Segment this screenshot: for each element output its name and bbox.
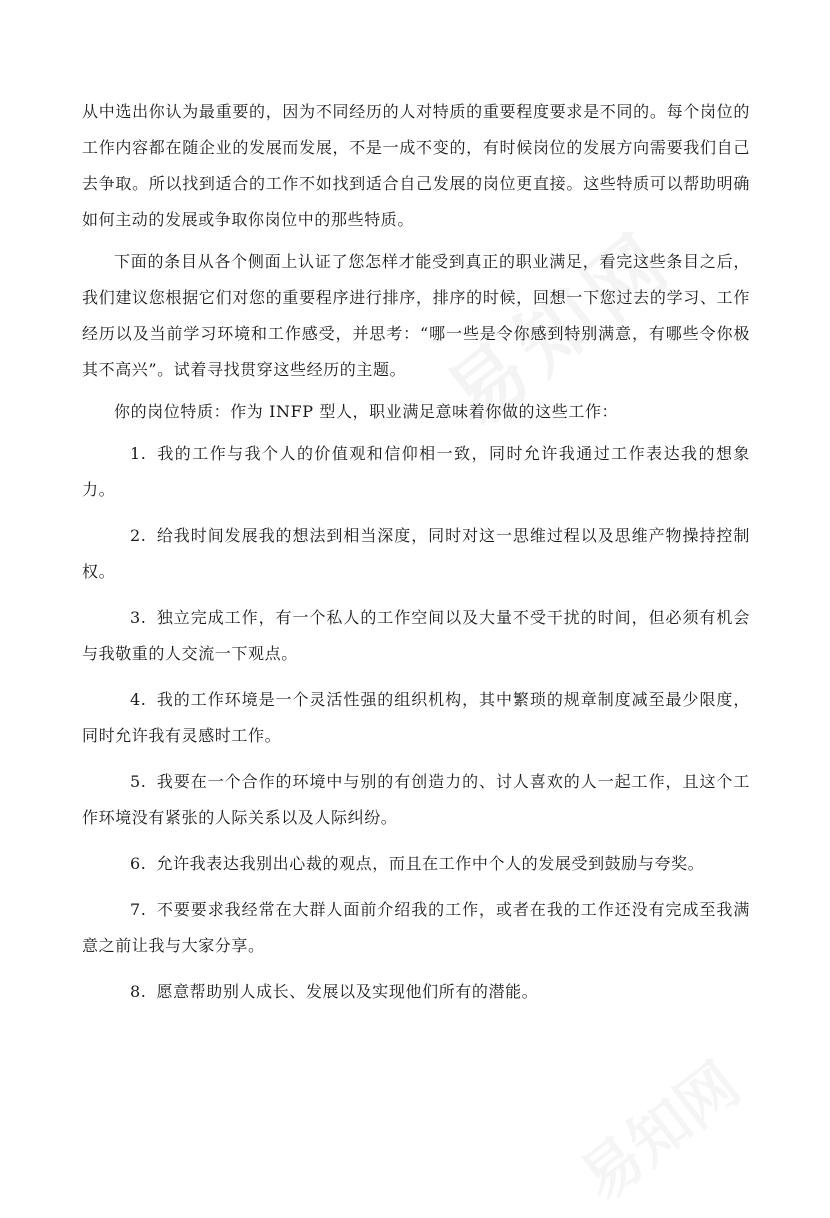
list-item-text: 我的工作环境是一个灵活性强的组织机构，其中繁琐的规章制度减至最少限度，同时允许我有灵感时工作。	[82, 690, 750, 745]
list-item-text: 不要要求我经常在大群人面前介绍我的工作，或者在我的工作还没有完成至我满意之前让我与大家分享。	[82, 900, 750, 955]
list-item-7	[82, 892, 750, 964]
watermark-bottom	[560, 1039, 755, 1218]
list-item-text: 我的工作与我个人的价值观和信仰相一致，同时允许我通过工作表达我的想象力。	[82, 444, 750, 499]
document-body	[82, 94, 750, 1020]
list-item-3	[82, 600, 750, 672]
list-item-number: 1.	[130, 444, 147, 463]
list-item-text: 我要在一个合作的环境中与别的有创造力的、讨人喜欢的人一起工作，且这个工作环境没有紧张的人际关系以及人际纠纷。	[82, 772, 750, 827]
list-item-number: 5.	[130, 772, 147, 791]
list-item-2	[82, 518, 750, 590]
paragraph-intro: 从中选出你认为最重要的，因为不同经历的人对特质的重要程度要求是不同的。每个岗位的工作内容都在随企业的发展而发展，不是一成不变的，有时候岗位的发展方向需要我们自己去争取。所以找到适合的工作不如找到适合自己发展的岗位更直接。这些特质可以帮助明确如何主动的发展或争取你岗位中的那些特质。	[82, 102, 750, 229]
list-item-number: 7.	[130, 900, 147, 919]
paragraph-instructions: 下面的条目从各个侧面上认证了您怎样才能受到真正的职业满足，看完这些条目之后，我们建议您根据它们对您的重要程序进行排序，排序的时候，回想一下您过去的学习、工作经历以及当前学习环境和工作感受，并思考：“哪一些是令你感到特别满意，有哪些令你极其不高兴”。试着寻找贯穿这些经历的主题。	[82, 252, 750, 379]
list-item-text: 独立完成工作，有一个私人的工作空间以及大量不受干扰的时间，但必须有机会与我敬重的人交流一下观点。	[82, 608, 750, 663]
list-item-text: 愿意帮助别人成长、发展以及实现他们所有的潜能。	[156, 982, 539, 1001]
list-item-text: 允许我表达我别出心裁的观点，而且在工作中个人的发展受到鼓励与夸奖。	[156, 854, 705, 873]
list-item-6	[82, 846, 750, 882]
list-item-4	[82, 682, 750, 754]
list-item-number: 2.	[130, 526, 147, 545]
list-item-number: 8.	[130, 982, 147, 1001]
list-item-number: 6.	[130, 854, 147, 873]
list-item-text: 给我时间发展我的想法到相当深度，同时对这一思维过程以及思维产物操持控制权。	[82, 526, 750, 581]
list-item-8	[82, 974, 750, 1010]
list-item-1	[82, 436, 750, 508]
list-item-number: 3.	[130, 608, 147, 627]
list-item-5	[82, 764, 750, 836]
list-item-number: 4.	[130, 690, 147, 709]
paragraph-lead: 你的岗位特质：作为 INFP 型人，职业满足意味着你做的这些工作：	[114, 402, 619, 421]
